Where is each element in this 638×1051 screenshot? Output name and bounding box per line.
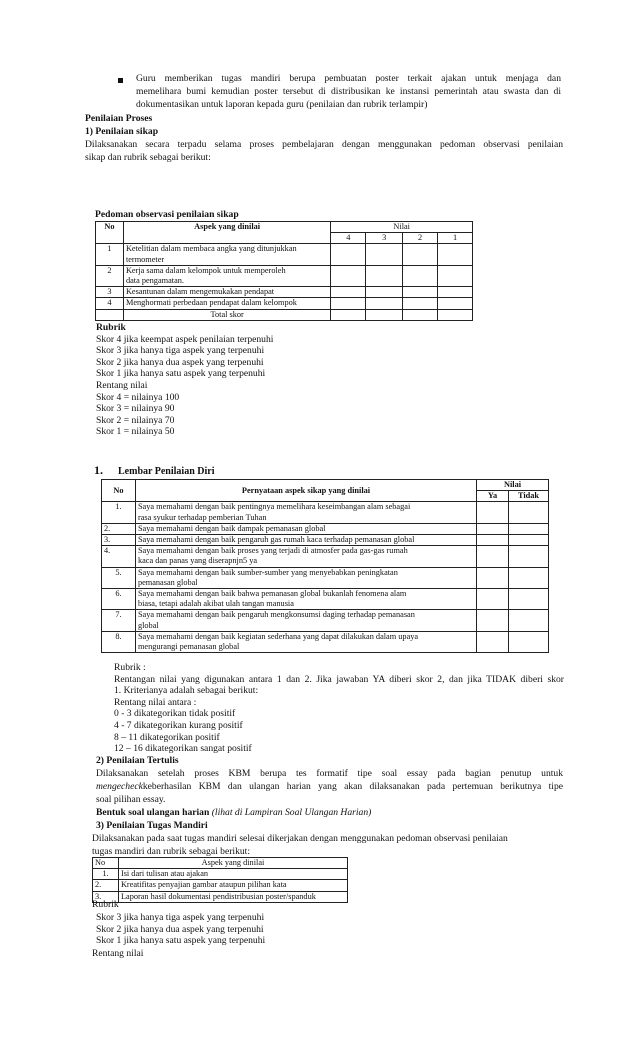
col-no-header: No [102,480,136,502]
row-no: 8. [102,631,136,652]
rubrik1-line: Rentang nilai [96,379,148,391]
row-pernyataan: Saya memahami dengan baik bahwa pemanasan global bukanlah fenomena alam biasa, tetapi adalah akibat ulah tangan manusia [135,589,476,610]
col-no-header: No [96,222,124,244]
score-header: 1 [438,233,473,244]
score-cell[interactable] [403,309,438,320]
tugas-table [92,857,348,903]
ya-cell[interactable] [477,546,509,567]
ya-cell[interactable] [477,589,509,610]
total-label: Total skor [123,309,330,320]
tidak-cell[interactable] [509,567,549,588]
col-nilai-header: Nilai [331,222,473,233]
row-pernyataan: Saya memahami dengan baik kegiatan sederhana yang dapat dilakukan dalam upaya mengurangi pemanasan global [135,631,476,652]
penilaian-proses-heading: Penilaian Proses [85,113,153,124]
sec2-heading: 2) Penilaian Tertulis [96,755,179,766]
score-cell[interactable] [366,287,403,298]
score-cell[interactable] [331,265,366,286]
rubrik1-line: Skor 1 = nilainya 50 [96,426,175,438]
score-cell[interactable] [331,298,366,309]
rubrik2-line: 12 – 16 dikategorikan sangat positif [114,743,252,755]
ya-cell[interactable] [477,523,509,534]
table-row [96,287,473,298]
tidak-cell[interactable] [509,610,549,631]
row-aspek: Kesantunan dalam mengemukakan pendapat [123,287,330,298]
rubrik1-line: Skor 4 = nilainya 100 [96,391,180,403]
row-no: 2. [93,880,119,891]
score-cell[interactable] [331,287,366,298]
ya-cell[interactable] [477,631,509,652]
ya-cell[interactable] [477,567,509,588]
sec3-heading: 3) Penilaian Tugas Mandiri [96,820,208,831]
rubrik3-line: Skor 3 jika hanya tiga aspek yang terpenuhi [96,912,265,923]
col-tidak-header: Tidak [509,491,549,502]
row-aspek: Ketelitian dalam membaca angka yang ditunjukkan termometer [123,244,330,265]
score-header: 3 [366,233,403,244]
sec2-line-2: mengecheckkeberhasilan KBM dan ulangan harian yang akan dilaksanakan pada pertemuan berikutnya tipe [96,781,563,792]
rubrik2 [114,662,564,755]
table-row [102,567,549,588]
col-aspek-header: Aspek yang dinilai [118,858,347,869]
score-cell[interactable] [403,265,438,286]
row-aspek: Kerja sama dalam kelompok untuk memperoleh data pengamatan. [123,265,330,286]
row-pernyataan: Saya memahami dengan baik pengaruh mengkonsumsi daging terhadap pemanasan global [135,610,476,631]
row-no: 1 [96,244,124,265]
row-no: 5. [102,567,136,588]
table-row [102,610,549,631]
score-cell[interactable] [331,309,366,320]
score-cell[interactable] [438,244,473,265]
score-cell[interactable] [331,244,366,265]
sikap-table [95,221,473,321]
bullet-icon [118,78,123,83]
ya-cell[interactable] [477,535,509,546]
row-no: 1. [93,869,119,880]
sec2-line-1: Dilaksanakan setelah proses KBM berupa tes formatif tipe soal essay pada bagian penutup untuk [96,768,563,779]
score-cell[interactable] [366,309,403,320]
score-cell[interactable] [438,265,473,286]
sikap-table-title: Pedoman observasi penilaian sikap [95,209,239,220]
diri-table [101,479,549,653]
row-pernyataan: Saya memahami dengan baik pentingnya memelihara keseimbangan alam sebagai rasa syukur terhadap pemberian Tuhan [135,502,476,523]
row-no: 1. [102,502,136,523]
sec1-para-line-1: Dilaksanakan secara terpadu selama proses pembelajaran dengan menggunakan pedoman observasi penilaian [85,139,563,150]
row-no: 2. [102,523,136,534]
intro-line-2: memelihara bumi kemudian poster tersebut di distribusikan ke instansi pemerintah atau swasta dan di [136,86,561,97]
row-aspek: Laporan hasil dokumentasi pendistribusian poster/spanduk [118,891,347,902]
tidak-cell[interactable] [509,502,549,523]
rubrik2-title: Rubrik : [114,662,146,673]
table-row [102,523,549,534]
table-row [93,880,348,891]
total-row [96,309,473,320]
row-pernyataan: Saya memahami dengan baik sumber-sumber yang menyebabkan peningkatan pemanasan global [135,567,476,588]
row-aspek: Isi dari tulisan atau ajakan [118,869,347,880]
score-cell[interactable] [403,298,438,309]
score-header: 2 [403,233,438,244]
tidak-cell[interactable] [509,535,549,546]
rubrik2-line: Rentang nilai antara : [114,696,197,708]
row-no: 4 [96,298,124,309]
rubrik1-title: Rubrik [96,322,126,333]
rubrik2-line: Rentangan nilai yang digunakan antara 1 dan 2. Jika jawaban YA diberi skor 2, dan jika TIDAK diberi skor [114,673,564,685]
rubrik1-line: Skor 3 = nilainya 90 [96,403,175,415]
rubrik2-line: 1. Kriterianya adalah sebagai berikut: [114,685,259,697]
row-pernyataan: Saya memahami dengan baik proses yang terjadi di atmosfer pada gas-gas rumah kaca dan panas yang diserapnjn5 ya [135,546,476,567]
row-no: 3. [102,535,136,546]
rubrik3-footer: Rentang nilai [92,948,144,959]
rubrik3-title: Rubrik [92,899,119,910]
col-aspek-header: Aspek yang dinilai [123,222,330,244]
rubrik2-line: 4 - 7 dikategorikan kurang positif [114,719,243,731]
score-header: 4 [331,233,366,244]
tidak-cell[interactable] [509,631,549,652]
table-row [96,244,473,265]
score-cell[interactable] [438,309,473,320]
rubrik1-line: Skor 4 jika keempat aspek penilaian terpenuhi [96,333,274,345]
table-row [93,869,348,880]
rubrik2-line: 0 - 3 dikategorikan tidak positif [114,708,236,720]
row-no: 3 [96,287,124,298]
table-row [102,535,549,546]
row-no: 2 [96,265,124,286]
bentuk-soal-line: Bentuk soal ulangan harian (lihat di Lampiran Soal Ulangan Harian) [96,807,372,818]
sec3-line-2: tugas mandiri dan rubrik sebagai berikut: [92,846,250,857]
col-nilai-header: Nilai [477,480,549,491]
rubrik1-line: Skor 1 jika hanya satu aspek yang terpenuhi [96,368,266,380]
score-cell[interactable] [403,244,438,265]
diri-number: 1. [94,463,103,477]
table-row [102,546,549,567]
col-ya-header: Ya [477,491,509,502]
rubrik1-line: Skor 2 jika hanya dua aspek yang terpenuhi [96,356,264,368]
score-cell[interactable] [403,287,438,298]
intro-line-3: dokumentasikan untuk laporan kepada guru (penilaian dan rubrik terlampir) [136,99,428,110]
col-pernyataan-header: Pernyataan aspek sikap yang dinilai [135,480,476,502]
rubrik1-line: Skor 2 = nilainya 70 [96,414,175,426]
ya-cell[interactable] [477,610,509,631]
sec1-para-line-2: sikap dan rubrik sebagai berikut: [85,152,211,163]
col-no-header: No [93,858,119,869]
rubrik3-line: Skor 1 jika hanya satu aspek yang terpenuhi [96,935,266,947]
sec3-line-1: Dilaksanakan pada saat tugas mandiri selesai dikerjakan dengan menggunakan pedoman observasi penilaian [92,833,508,844]
row-no: 3. [93,891,119,902]
table-row [93,891,348,902]
rubrik3-line: Skor 2 jika hanya dua aspek yang terpenuhi [96,923,264,935]
sec2-line-3: soal pilihan essay. [96,794,166,805]
row-pernyataan: Saya memahami dengan baik pengaruh gas rumah kaca terhadap pemanasan global [135,535,476,546]
row-aspek: Kreatifitas penyajian gambar ataupun pilihan kata [118,880,347,891]
intro-line-1: Guru memberikan tugas mandiri berupa pembuatan poster terkait ajakan untuk menjaga dan [136,73,561,84]
row-no: 7. [102,610,136,631]
score-cell[interactable] [366,298,403,309]
tidak-cell[interactable] [509,589,549,610]
sec1-heading: 1) Penilaian sikap [85,126,159,137]
row-aspek: Menghormati perbedaan pendapat dalam kelompok [123,298,330,309]
diri-title: Lembar Penilaian Diri [118,466,215,477]
score-cell[interactable] [438,298,473,309]
rubrik1 [96,322,273,438]
row-no: 6. [102,589,136,610]
table-row [102,502,549,523]
score-cell[interactable] [366,265,403,286]
table-row [96,298,473,309]
table-row [96,265,473,286]
row-no: 4. [102,546,136,567]
rubrik2-line: 8 – 11 dikategorikan positif [114,731,220,743]
score-cell[interactable] [438,287,473,298]
table-row [102,631,549,652]
tidak-cell[interactable] [509,523,549,534]
tidak-cell[interactable] [509,546,549,567]
row-pernyataan: Saya memahami dengan baik dampak pemanasan global [135,523,476,534]
rubrik1-line: Skor 3 jika hanya tiga aspek yang terpenuhi [96,345,265,357]
rubrik3 [96,912,265,947]
score-cell[interactable] [366,244,403,265]
table-row [102,589,549,610]
ya-cell[interactable] [477,502,509,523]
